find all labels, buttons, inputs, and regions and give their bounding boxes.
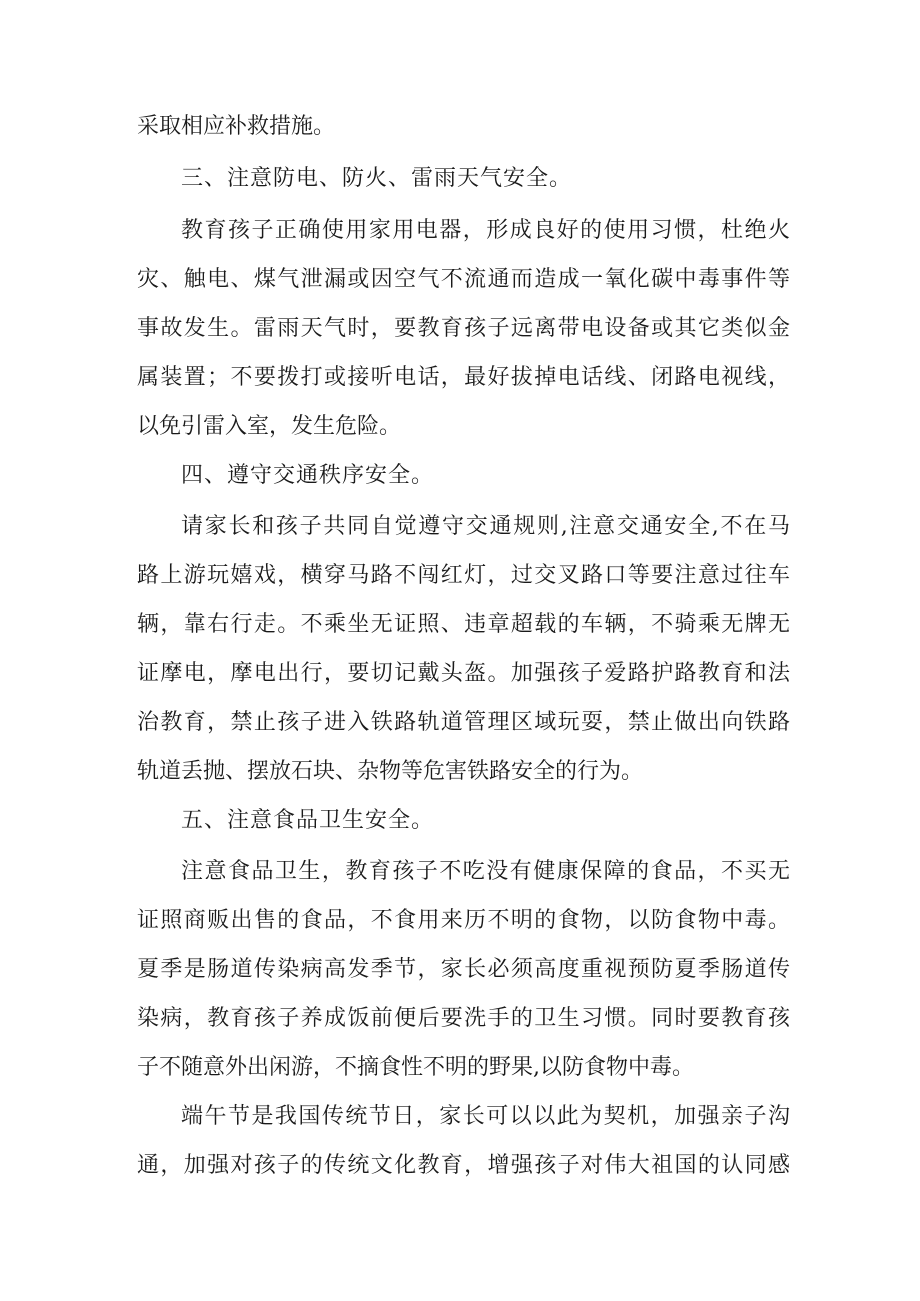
paragraph-line: 治教育，禁止孩子进入铁路轨道管理区域玩耍，禁止做出向铁路 xyxy=(137,710,790,735)
paragraph-line: 灾、触电、煤气泄漏或因空气不流通而造成一氧化碳中毒事件等 xyxy=(137,267,790,292)
paragraph-line: 教育孩子正确使用家用电器，形成良好的使用习惯，杜绝火 xyxy=(181,218,790,243)
section-heading-4: 四、遵守交通秩序安全。 xyxy=(181,463,435,488)
paragraph-line: 端午节是我国传统节日，家长可以以此为契机，加强亲子沟 xyxy=(181,1104,790,1129)
paragraph-line: 夏季是肠道传染病高发季节，家长必须高度重视预防夏季肠道传 xyxy=(137,957,790,982)
paragraph-line: 证照商贩出售的食品，不食用来历不明的食物，以防食物中毒。 xyxy=(137,908,790,933)
paragraph-line: 路上游玩嬉戏，横穿马路不闯红灯，过交叉路口等要注意过往车 xyxy=(137,563,790,588)
paragraph-line: 属装置；不要拨打或接听电话，最好拔掉电话线、闭路电视线， xyxy=(137,365,790,390)
paragraph-line: 辆，靠右行走。不乘坐无证照、违章超载的车辆，不骑乘无牌无 xyxy=(137,612,790,637)
intro-tail-line: 采取相应补救措施。 xyxy=(137,114,336,139)
paragraph-line: 通，加强对孩子的传统文化教育，增强孩子对伟大祖国的认同感 xyxy=(137,1153,790,1178)
paragraph-line: 请家长和孩子共同自觉遵守交通规则,注意交通安全,不在马 xyxy=(181,514,790,539)
section-heading-5: 五、注意食品卫生安全。 xyxy=(181,808,435,833)
paragraph-line: 以免引雷入室，发生危险。 xyxy=(137,414,402,439)
paragraph-line: 事故发生。雷雨天气时，要教育孩子远离带电设备或其它类似金 xyxy=(137,316,790,341)
paragraph-line: 子不随意外出闲游，不摘食性不明的野果,以防食物中毒。 xyxy=(137,1055,694,1080)
paragraph-line: 轨道丢抛、摆放石块、杂物等危害铁路安全的行为。 xyxy=(137,759,644,784)
section-heading-3: 三、注意防电、防火、雷雨天气安全。 xyxy=(181,166,573,191)
paragraph-line: 证摩电，摩电出行，要切记戴头盔。加强孩子爱路护路教育和法 xyxy=(137,661,790,686)
paragraph-line: 注意食品卫生，教育孩子不吃没有健康保障的食品，不买无 xyxy=(181,859,790,884)
paragraph-line: 染病，教育孩子养成饭前便后要洗手的卫生习惯。同时要教育孩 xyxy=(137,1006,790,1031)
